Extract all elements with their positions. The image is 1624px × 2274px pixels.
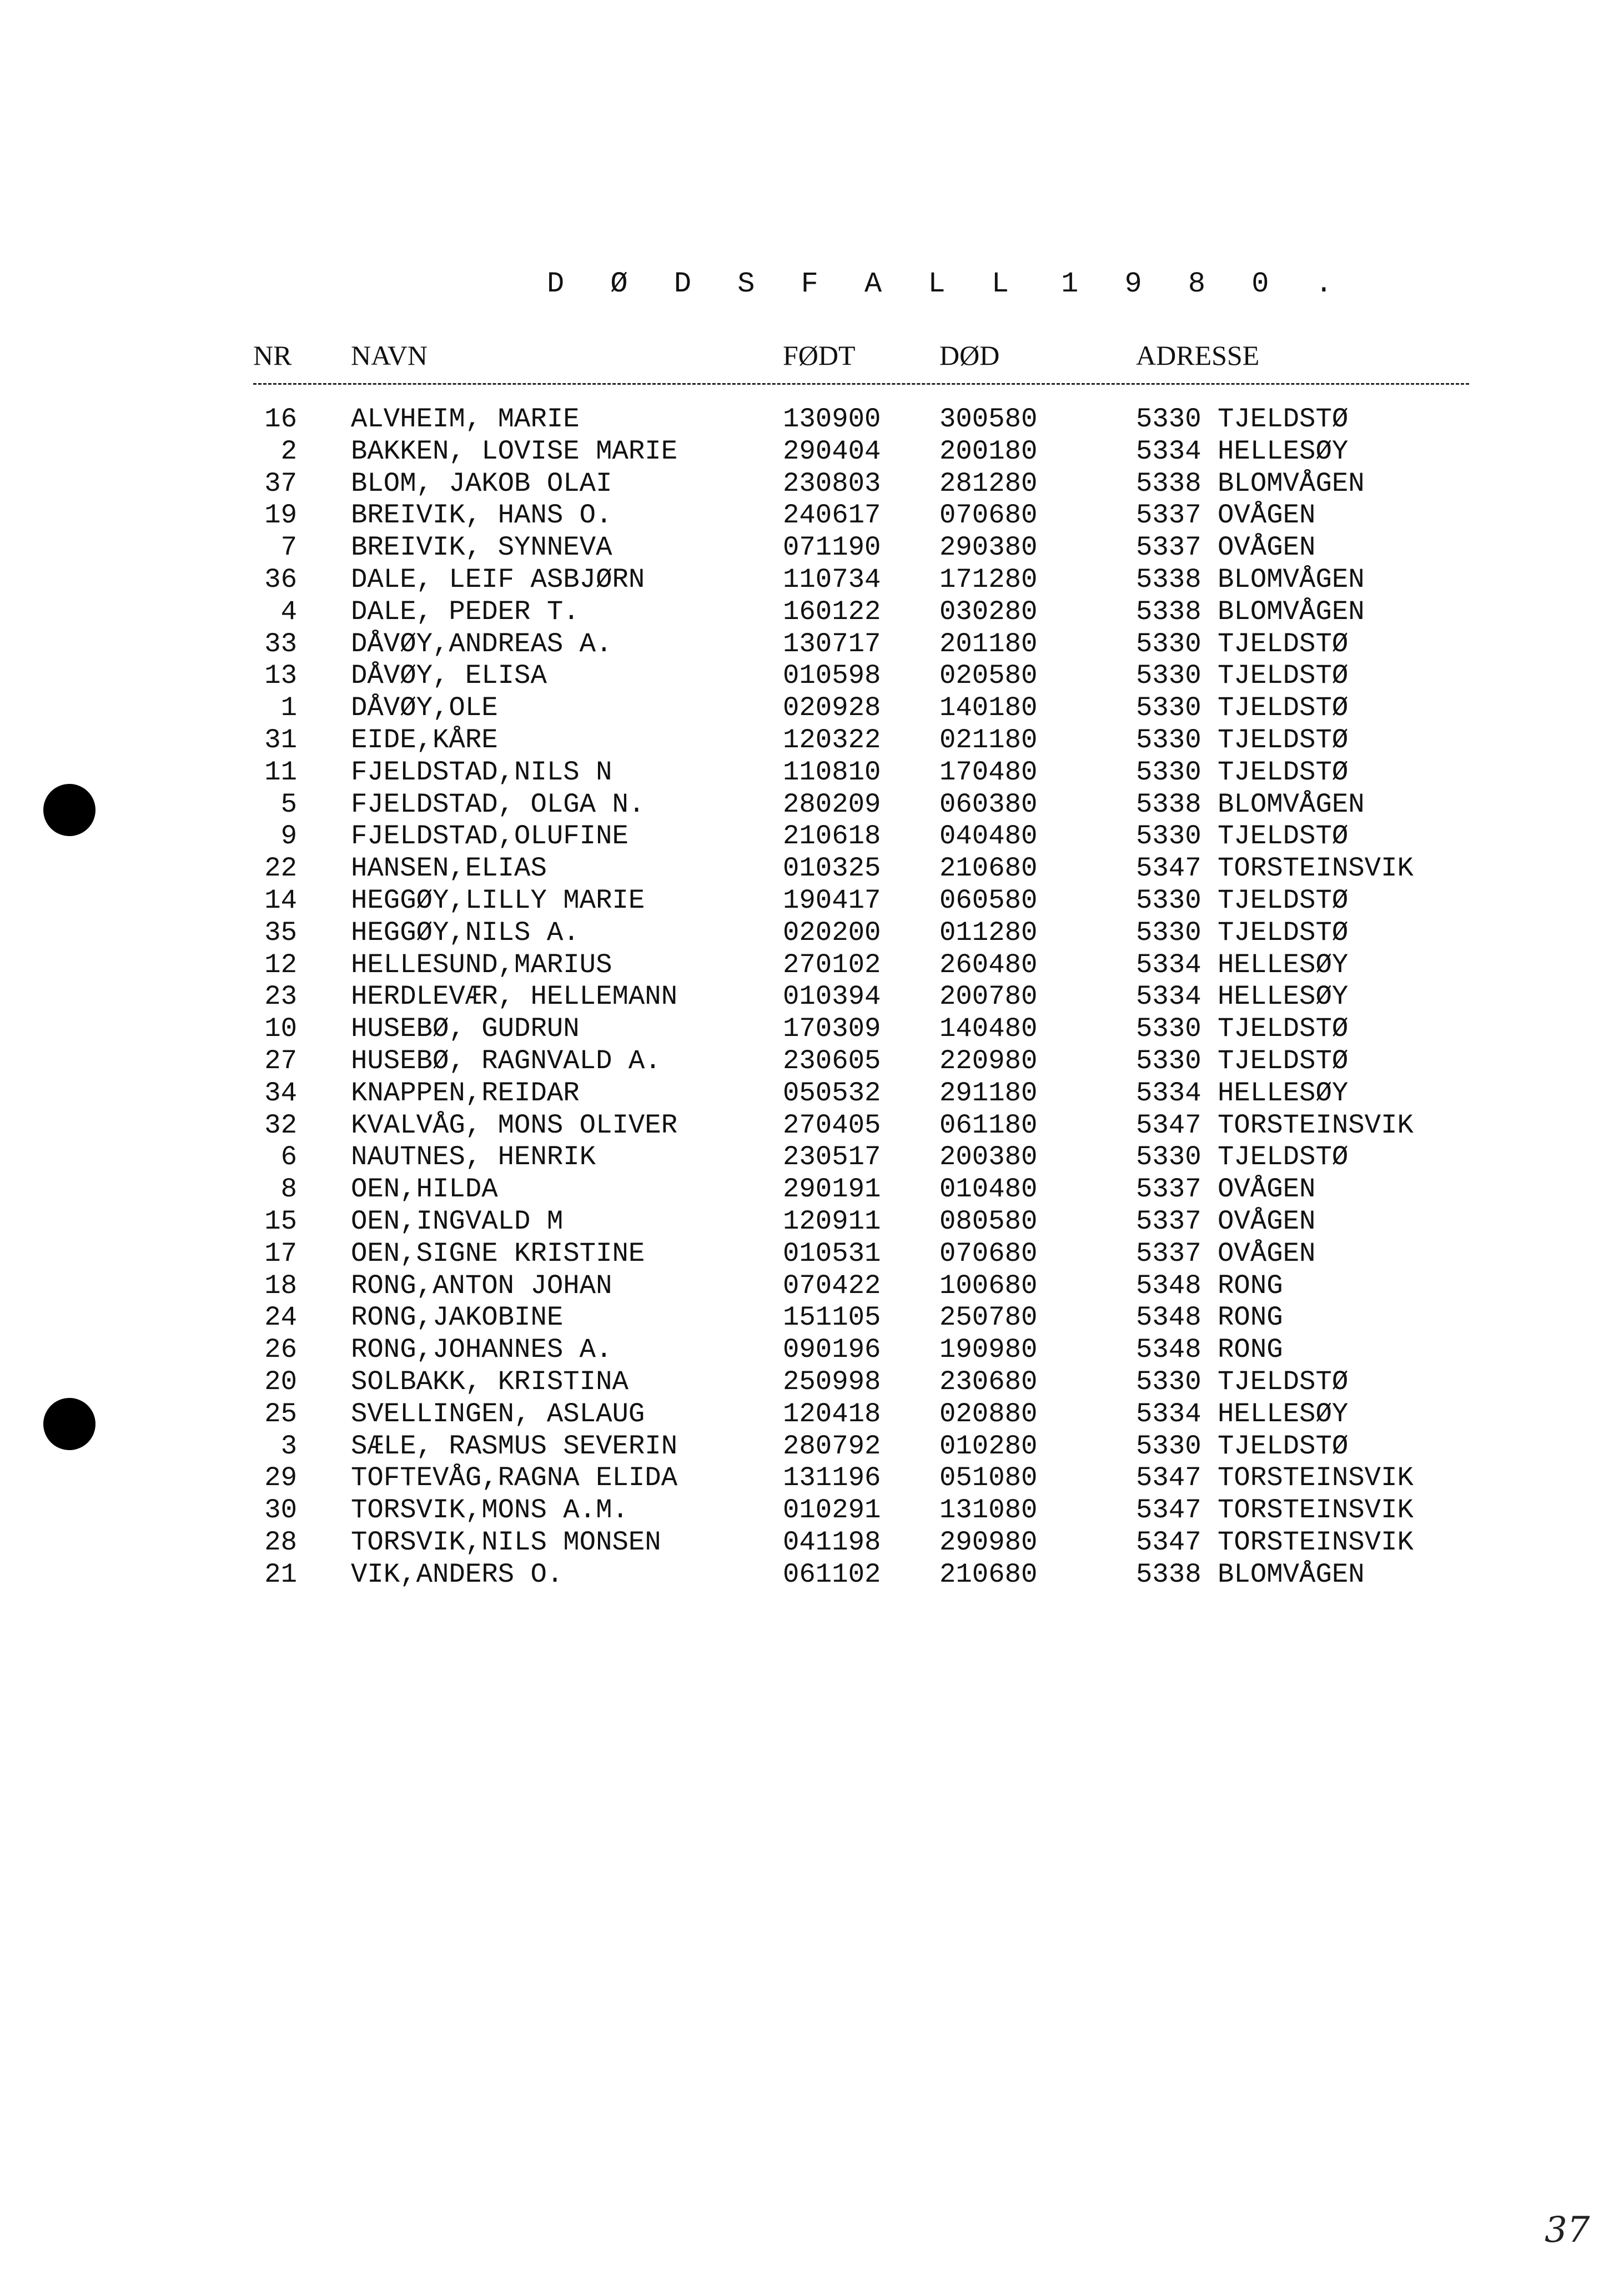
row-born: 230803 — [783, 467, 881, 499]
row-born: 010325 — [783, 853, 881, 884]
row-name: DÅVØY, ELISA — [351, 660, 547, 692]
table-row — [0, 884, 1624, 917]
row-born: 250998 — [783, 1366, 881, 1397]
row-address: 5334 HELLESØY — [1136, 435, 1349, 467]
row-name: HUSEBØ, RAGNVALD A. — [351, 1045, 661, 1076]
row-nr: 24 — [264, 1302, 297, 1334]
row-died: 190980 — [939, 1334, 1038, 1366]
row-died: 210680 — [939, 853, 1038, 884]
table-row — [0, 917, 1624, 949]
row-born: 240617 — [783, 500, 881, 531]
row-address: 5330 TJELDSTØ — [1136, 1141, 1349, 1173]
table-row — [0, 1077, 1624, 1109]
row-born: 070422 — [783, 1270, 881, 1301]
row-nr: 6 — [280, 1141, 297, 1173]
row-name: KVALVÅG, MONS OLIVER — [351, 1109, 678, 1141]
row-born: 270405 — [783, 1109, 881, 1141]
row-died: 290380 — [939, 532, 1038, 564]
row-died: 200780 — [939, 981, 1038, 1013]
row-name: BAKKEN, LOVISE MARIE — [351, 435, 678, 467]
header-born: FØDT — [783, 340, 856, 371]
row-nr: 28 — [264, 1527, 297, 1558]
table-row — [0, 1270, 1624, 1302]
header-address: ADRESSE — [1136, 340, 1260, 371]
row-died: 011280 — [939, 917, 1038, 948]
row-nr: 22 — [264, 853, 297, 884]
row-name: RONG,ANTON JOHAN — [351, 1270, 612, 1301]
row-address: 5330 TJELDSTØ — [1136, 725, 1349, 756]
document-title — [547, 268, 1347, 300]
row-died: 020880 — [939, 1398, 1038, 1430]
title-text: D Ø D S F A L L — [547, 268, 1024, 300]
table-row — [0, 1173, 1624, 1205]
row-name: SOLBAKK, KRISTINA — [351, 1366, 629, 1397]
row-born: 010291 — [783, 1495, 881, 1526]
table-row — [0, 531, 1624, 564]
row-address: 5337 OVÅGEN — [1136, 1237, 1316, 1269]
row-address: 5330 TJELDSTØ — [1136, 1430, 1349, 1462]
table-row — [0, 628, 1624, 660]
row-born: 170309 — [783, 1013, 881, 1045]
title-year: 1 9 8 0 . — [1061, 268, 1347, 300]
table-row — [0, 1237, 1624, 1270]
row-nr: 13 — [264, 660, 297, 692]
row-nr: 7 — [280, 532, 297, 564]
row-address: 5330 TJELDSTØ — [1136, 1013, 1349, 1045]
row-born: 010531 — [783, 1237, 881, 1269]
row-name: RONG,JOHANNES A. — [351, 1334, 612, 1366]
table-row — [0, 1366, 1624, 1398]
row-nr: 23 — [264, 981, 297, 1013]
table-row — [0, 1526, 1624, 1558]
row-name: DÅVØY,OLE — [351, 692, 498, 724]
row-nr: 16 — [264, 404, 297, 435]
row-address: 5337 OVÅGEN — [1136, 1206, 1316, 1237]
row-born: 120418 — [783, 1398, 881, 1430]
row-died: 200180 — [939, 435, 1038, 467]
row-died: 281280 — [939, 467, 1038, 499]
table-row — [0, 692, 1624, 724]
row-born: 061102 — [783, 1558, 881, 1590]
row-address: 5334 HELLESØY — [1136, 949, 1349, 980]
row-name: OEN,HILDA — [351, 1174, 498, 1205]
row-died: 100680 — [939, 1270, 1038, 1301]
row-address: 5348 RONG — [1136, 1270, 1283, 1301]
row-nr: 25 — [264, 1398, 297, 1430]
table-row — [0, 820, 1624, 852]
table-row — [0, 1013, 1624, 1045]
row-nr: 14 — [264, 885, 297, 916]
row-address: 5337 OVÅGEN — [1136, 532, 1316, 564]
table-row — [0, 499, 1624, 531]
row-nr: 1 — [280, 692, 297, 724]
table-row — [0, 1045, 1624, 1077]
row-died: 040480 — [939, 821, 1038, 852]
row-address: 5334 HELLESØY — [1136, 1398, 1349, 1430]
row-name: HANSEN,ELIAS — [351, 853, 547, 884]
row-address: 5330 TJELDSTØ — [1136, 692, 1349, 724]
row-born: 041198 — [783, 1527, 881, 1558]
row-address: 5348 RONG — [1136, 1302, 1283, 1334]
table-row — [0, 467, 1624, 500]
row-born: 010598 — [783, 660, 881, 692]
row-name: DÅVØY,ANDREAS A. — [351, 628, 612, 660]
row-nr: 10 — [264, 1013, 297, 1045]
row-nr: 29 — [264, 1462, 297, 1494]
row-died: 061180 — [939, 1109, 1038, 1141]
table-row — [0, 1141, 1624, 1173]
row-died: 051080 — [939, 1462, 1038, 1494]
row-nr: 8 — [280, 1174, 297, 1205]
row-died: 140480 — [939, 1013, 1038, 1045]
row-nr: 17 — [264, 1237, 297, 1269]
row-address: 5330 TJELDSTØ — [1136, 1045, 1349, 1076]
table-row — [0, 564, 1624, 596]
row-born: 090196 — [783, 1334, 881, 1366]
row-died: 021180 — [939, 725, 1038, 756]
row-nr: 11 — [264, 756, 297, 788]
row-nr: 32 — [264, 1109, 297, 1141]
header-nr: NR — [253, 340, 292, 371]
row-nr: 2 — [280, 435, 297, 467]
row-died: 230680 — [939, 1366, 1038, 1397]
row-born: 230605 — [783, 1045, 881, 1076]
row-address: 5330 TJELDSTØ — [1136, 885, 1349, 916]
header-divider — [253, 383, 1469, 385]
row-name: HEGGØY,LILLY MARIE — [351, 885, 645, 916]
row-nr: 18 — [264, 1270, 297, 1301]
row-address: 5347 TORSTEINSVIK — [1136, 1109, 1414, 1141]
row-died: 290980 — [939, 1527, 1038, 1558]
row-born: 280792 — [783, 1430, 881, 1462]
row-address: 5330 TJELDSTØ — [1136, 660, 1349, 692]
row-name: ALVHEIM, MARIE — [351, 404, 580, 435]
table-row — [0, 949, 1624, 981]
row-address: 5334 HELLESØY — [1136, 981, 1349, 1013]
row-died: 070680 — [939, 500, 1038, 531]
row-nr: 4 — [280, 596, 297, 627]
row-address: 5337 OVÅGEN — [1136, 500, 1316, 531]
row-address: 5330 TJELDSTØ — [1136, 628, 1349, 660]
row-died: 080580 — [939, 1206, 1038, 1237]
row-name: NAUTNES, HENRIK — [351, 1141, 596, 1173]
row-nr: 35 — [264, 917, 297, 948]
row-name: HEGGØY,NILS A. — [351, 917, 580, 948]
row-born: 130900 — [783, 404, 881, 435]
row-nr: 5 — [280, 788, 297, 820]
row-born: 110810 — [783, 756, 881, 788]
row-died: 030280 — [939, 596, 1038, 627]
row-nr: 36 — [264, 564, 297, 595]
row-died: 010480 — [939, 1174, 1038, 1205]
row-address: 5330 TJELDSTØ — [1136, 1366, 1349, 1397]
row-nr: 21 — [264, 1558, 297, 1590]
row-name: FJELDSTAD,NILS N — [351, 756, 612, 788]
row-born: 130717 — [783, 628, 881, 660]
row-died: 171280 — [939, 564, 1038, 595]
row-name: HERDLEVÆR, HELLEMANN — [351, 981, 678, 1013]
row-name: BLOM, JAKOB OLAI — [351, 467, 612, 499]
table-row — [0, 1494, 1624, 1526]
row-died: 200380 — [939, 1141, 1038, 1173]
row-name: OEN,SIGNE KRISTINE — [351, 1237, 645, 1269]
row-died: 020580 — [939, 660, 1038, 692]
row-born: 290404 — [783, 435, 881, 467]
row-died: 060580 — [939, 885, 1038, 916]
row-address: 5338 BLOMVÅGEN — [1136, 467, 1365, 499]
header-name: NAVN — [351, 340, 428, 371]
row-nr: 34 — [264, 1077, 297, 1109]
row-address: 5330 TJELDSTØ — [1136, 821, 1349, 852]
row-born: 151105 — [783, 1302, 881, 1334]
row-address: 5347 TORSTEINSVIK — [1136, 1462, 1414, 1494]
table-row — [0, 1398, 1624, 1430]
table-row — [0, 660, 1624, 692]
row-died: 070680 — [939, 1237, 1038, 1269]
row-died: 201180 — [939, 628, 1038, 660]
page-number: 37 — [1545, 2210, 1590, 2251]
table-row — [0, 1334, 1624, 1366]
row-name: HUSEBØ, GUDRUN — [351, 1013, 580, 1045]
row-died: 140180 — [939, 692, 1038, 724]
table-row — [0, 788, 1624, 821]
row-died: 300580 — [939, 404, 1038, 435]
row-died: 220980 — [939, 1045, 1038, 1076]
row-born: 290191 — [783, 1174, 881, 1205]
row-born: 230517 — [783, 1141, 881, 1173]
row-address: 5334 HELLESØY — [1136, 1077, 1349, 1109]
row-address: 5347 TORSTEINSVIK — [1136, 853, 1414, 884]
row-name: RONG,JAKOBINE — [351, 1302, 564, 1334]
row-address: 5348 RONG — [1136, 1334, 1283, 1366]
row-born: 210618 — [783, 821, 881, 852]
row-name: OEN,INGVALD M — [351, 1206, 564, 1237]
row-address: 5330 TJELDSTØ — [1136, 756, 1349, 788]
row-address: 5347 TORSTEINSVIK — [1136, 1527, 1414, 1558]
table-header — [0, 339, 1624, 371]
table-row — [0, 852, 1624, 884]
row-name: KNAPPEN,REIDAR — [351, 1077, 580, 1109]
header-died: DØD — [939, 340, 1000, 371]
row-nr: 26 — [264, 1334, 297, 1366]
row-born: 160122 — [783, 596, 881, 627]
row-born: 270102 — [783, 949, 881, 980]
row-address: 5330 TJELDSTØ — [1136, 917, 1349, 948]
row-died: 170480 — [939, 756, 1038, 788]
row-name: FJELDSTAD, OLGA N. — [351, 788, 645, 820]
row-born: 120322 — [783, 725, 881, 756]
row-born: 280209 — [783, 788, 881, 820]
row-name: TORSVIK,MONS A.M. — [351, 1495, 629, 1526]
row-died: 131080 — [939, 1495, 1038, 1526]
row-name: BREIVIK, SYNNEVA — [351, 532, 612, 564]
table-row — [0, 1558, 1624, 1591]
row-born: 010394 — [783, 981, 881, 1013]
row-name: TOFTEVÅG,RAGNA ELIDA — [351, 1462, 678, 1494]
row-nr: 15 — [264, 1206, 297, 1237]
table-row — [0, 980, 1624, 1013]
row-died: 060380 — [939, 788, 1038, 820]
row-address: 5337 OVÅGEN — [1136, 1174, 1316, 1205]
row-name: DALE, LEIF ASBJØRN — [351, 564, 645, 595]
table-row — [0, 1109, 1624, 1141]
row-born: 131196 — [783, 1462, 881, 1494]
row-nr: 37 — [264, 467, 297, 499]
table-row — [0, 1462, 1624, 1494]
row-address: 5330 TJELDSTØ — [1136, 404, 1349, 435]
row-address: 5338 BLOMVÅGEN — [1136, 1558, 1365, 1590]
table-row — [0, 724, 1624, 756]
table-row — [0, 1301, 1624, 1334]
row-died: 250780 — [939, 1302, 1038, 1334]
table-row — [0, 596, 1624, 628]
table-row — [0, 1205, 1624, 1237]
row-died: 210680 — [939, 1558, 1038, 1590]
table-row — [0, 435, 1624, 467]
row-name: SÆLE, RASMUS SEVERIN — [351, 1430, 678, 1462]
row-born: 020200 — [783, 917, 881, 948]
row-address: 5338 BLOMVÅGEN — [1136, 596, 1365, 627]
row-nr: 3 — [280, 1430, 297, 1462]
row-nr: 20 — [264, 1366, 297, 1397]
row-born: 050532 — [783, 1077, 881, 1109]
row-born: 190417 — [783, 885, 881, 916]
table-row — [0, 1430, 1624, 1462]
row-name: DALE, PEDER T. — [351, 596, 580, 627]
row-died: 260480 — [939, 949, 1038, 980]
row-died: 010280 — [939, 1430, 1038, 1462]
row-nr: 33 — [264, 628, 297, 660]
row-born: 120911 — [783, 1206, 881, 1237]
row-name: TORSVIK,NILS MONSEN — [351, 1527, 661, 1558]
row-address: 5338 BLOMVÅGEN — [1136, 564, 1365, 595]
row-address: 5338 BLOMVÅGEN — [1136, 788, 1365, 820]
row-born: 071190 — [783, 532, 881, 564]
row-died: 291180 — [939, 1077, 1038, 1109]
row-nr: 12 — [264, 949, 297, 980]
row-name: HELLESUND,MARIUS — [351, 949, 612, 980]
row-nr: 9 — [280, 821, 297, 852]
row-born: 110734 — [783, 564, 881, 595]
row-born: 020928 — [783, 692, 881, 724]
table-row — [0, 756, 1624, 788]
row-address: 5347 TORSTEINSVIK — [1136, 1495, 1414, 1526]
row-nr: 27 — [264, 1045, 297, 1076]
row-nr: 19 — [264, 500, 297, 531]
row-nr: 30 — [264, 1495, 297, 1526]
row-name: VIK,ANDERS O. — [351, 1558, 564, 1590]
row-name: FJELDSTAD,OLUFINE — [351, 821, 629, 852]
row-name: BREIVIK, HANS O. — [351, 500, 612, 531]
row-nr: 31 — [264, 725, 297, 756]
table-row — [0, 403, 1624, 435]
row-name: SVELLINGEN, ASLAUG — [351, 1398, 645, 1430]
row-name: EIDE,KÅRE — [351, 725, 498, 756]
